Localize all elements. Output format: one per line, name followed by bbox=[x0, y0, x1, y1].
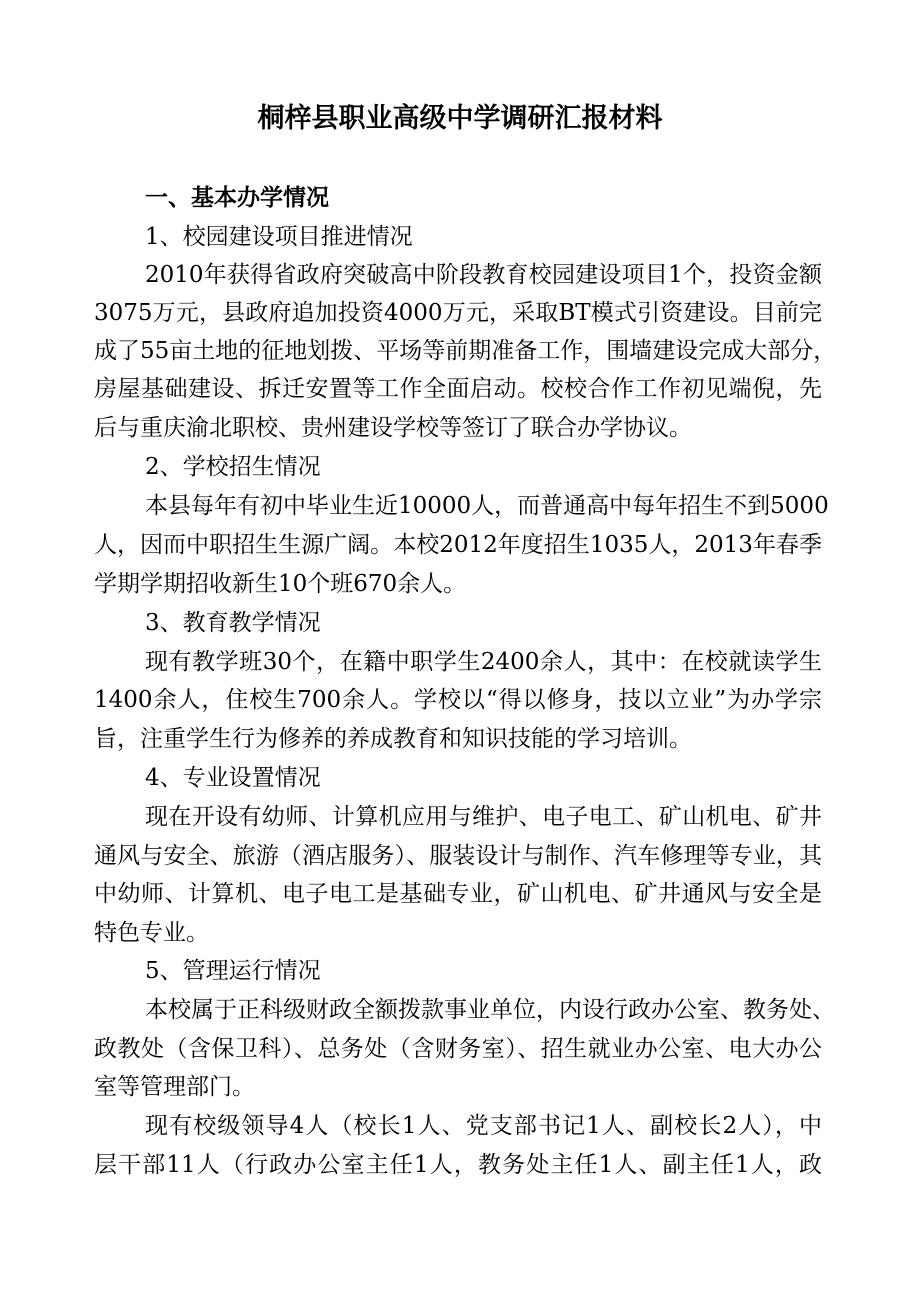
paragraph-line: 本县每年有初中毕业生近10000人，而普通高中每年招生不到5000 bbox=[145, 493, 829, 519]
paragraph-line: 1400余人，住校生700余人。学校以“得以修身，技以立业”为办学宗 bbox=[94, 687, 822, 713]
paragraph-line: 房屋基础建设、拆迁安置等工作全面启动。校校合作工作初见端倪，先 bbox=[94, 376, 822, 402]
paragraph-line: 政教处（含保卫科）、总务处（含财务室）、招生就业办公室、电大办公 bbox=[94, 1036, 822, 1062]
paragraph-line: 现有校级领导4人（校长1人、党支部书记1人、副校长2人），中 bbox=[145, 1113, 822, 1139]
paragraph-line: 本校属于正科级财政全额拨款事业单位，内设行政办公室、教务处、 bbox=[145, 997, 835, 1023]
subsection-heading: 4、专业设置情况 bbox=[145, 765, 321, 791]
paragraph-line: 中幼师、计算机、电子电工是基础专业，矿山机电、矿井通风与安全是 bbox=[94, 881, 822, 907]
subsection-heading: 3、教育教学情况 bbox=[145, 610, 321, 636]
subsection-heading: 5、管理运行情况 bbox=[145, 958, 321, 984]
section-heading: 一、基本办学情况 bbox=[145, 184, 329, 211]
paragraph-line: 成了55亩土地的征地划拨、平场等前期准备工作，围墙建设完成大部分， bbox=[94, 338, 837, 364]
paragraph-line: 学期学期招收新生10个班670余人。 bbox=[94, 571, 467, 597]
paragraph-line: 3075万元，县政府追加投资4000万元，采取BT模式引资建设。目前完 bbox=[94, 300, 822, 326]
paragraph-line: 通风与安全、旅游（酒店服务）、服装设计与制作、汽车修理等专业，其 bbox=[94, 843, 822, 869]
paragraph-line: 室等管理部门。 bbox=[94, 1074, 255, 1100]
paragraph-line: 2010年获得省政府突破高中阶段教育校园建设项目1个，投资金额 bbox=[145, 262, 822, 288]
subsection-heading: 2、学校招生情况 bbox=[145, 454, 321, 480]
document-title: 桐梓县职业高级中学调研汇报材料 bbox=[257, 103, 663, 134]
paragraph-line: 人，因而中职招生生源广阔。本校2012年度招生1035人，2013年春季 bbox=[94, 532, 822, 558]
paragraph-line: 旨，注重学生行为修养的养成教育和知识技能的学习培训。 bbox=[94, 726, 692, 752]
paragraph-line: 特色专业。 bbox=[94, 920, 209, 946]
paragraph-line: 现有教学班30个，在籍中职学生2400余人，其中：在校就读学生 bbox=[145, 649, 822, 675]
paragraph-line: 后与重庆渝北职校、贵州建设学校等签订了联合办学协议。 bbox=[94, 415, 692, 441]
paragraph-line: 层干部11人（行政办公室主任1人，教务处主任1人、副主任1人，政 bbox=[94, 1152, 822, 1178]
paragraph-line: 现在开设有幼师、计算机应用与维护、电子电工、矿山机电、矿井 bbox=[145, 804, 822, 830]
subsection-heading: 1、校园建设项目推进情况 bbox=[145, 224, 413, 250]
